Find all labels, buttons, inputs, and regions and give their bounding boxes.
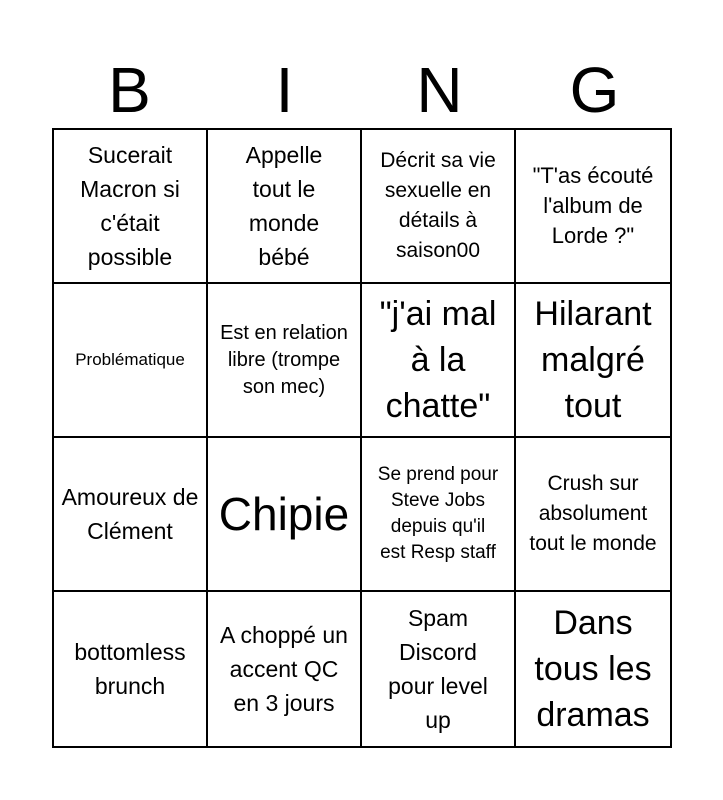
cell-text: Hilarant malgré tout bbox=[534, 295, 652, 425]
bingo-cell-r3-c3[interactable] bbox=[362, 438, 516, 592]
bingo-cell-r4-c3[interactable] bbox=[362, 592, 516, 746]
header-letter-n: N bbox=[416, 54, 463, 126]
cell-text: A choppé un accent QC en 3 jours bbox=[220, 622, 348, 716]
cell-text: "j'ai mal à la chatte" bbox=[379, 295, 497, 425]
bingo-cell-r4-c4[interactable] bbox=[516, 592, 670, 746]
bingo-cell-r1-c3[interactable] bbox=[362, 130, 516, 284]
header-letter-i: I bbox=[275, 54, 294, 126]
bingo-grid bbox=[52, 128, 672, 748]
bingo-cell-r2-c2[interactable] bbox=[208, 284, 362, 438]
cell-text: Est en relation libre (trompe son mec) bbox=[220, 321, 348, 398]
header-letter-b: B bbox=[108, 54, 151, 126]
cell-text: Se prend pour Steve Jobs depuis qu'il est Resp staff bbox=[377, 464, 499, 563]
cell-text: Chipie bbox=[218, 488, 350, 540]
bingo-cell-r4-c2[interactable] bbox=[208, 592, 362, 746]
bingo-cell-r2-c1[interactable] bbox=[54, 284, 208, 438]
cell-text: Décrit sa vie sexuelle en détails à saison00 bbox=[380, 149, 496, 262]
bingo-cell-r1-c4[interactable] bbox=[516, 130, 670, 284]
cell-text: bottomless brunch bbox=[74, 639, 186, 699]
bingo-cell-r2-c3[interactable] bbox=[362, 284, 516, 438]
cell-text: "T'as écouté l'album de Lorde ?" bbox=[532, 163, 654, 248]
bingo-header bbox=[52, 52, 672, 128]
bingo-cell-r1-c1[interactable] bbox=[54, 130, 208, 284]
cell-text: Sucerait Macron si c'était possible bbox=[80, 142, 180, 270]
header-letter-g: G bbox=[569, 54, 620, 126]
bingo-cell-r3-c4[interactable] bbox=[516, 438, 670, 592]
cell-text: Appelle tout le monde bébé bbox=[245, 142, 323, 270]
bingo-cell-r4-c1[interactable] bbox=[54, 592, 208, 746]
bingo-cell-r2-c4[interactable] bbox=[516, 284, 670, 438]
bingo-cell-r3-c1[interactable] bbox=[54, 438, 208, 592]
cell-text: Amoureux de Clément bbox=[61, 484, 199, 544]
cell-text: Spam Discord pour level up bbox=[388, 605, 488, 733]
cell-text: Problématique bbox=[75, 350, 185, 369]
cell-text: Crush sur absolument tout le monde bbox=[529, 472, 657, 555]
bingo-cell-r1-c2[interactable] bbox=[208, 130, 362, 284]
bingo-cell-r3-c2[interactable] bbox=[208, 438, 362, 592]
cell-text: Dans tous les dramas bbox=[534, 604, 652, 734]
